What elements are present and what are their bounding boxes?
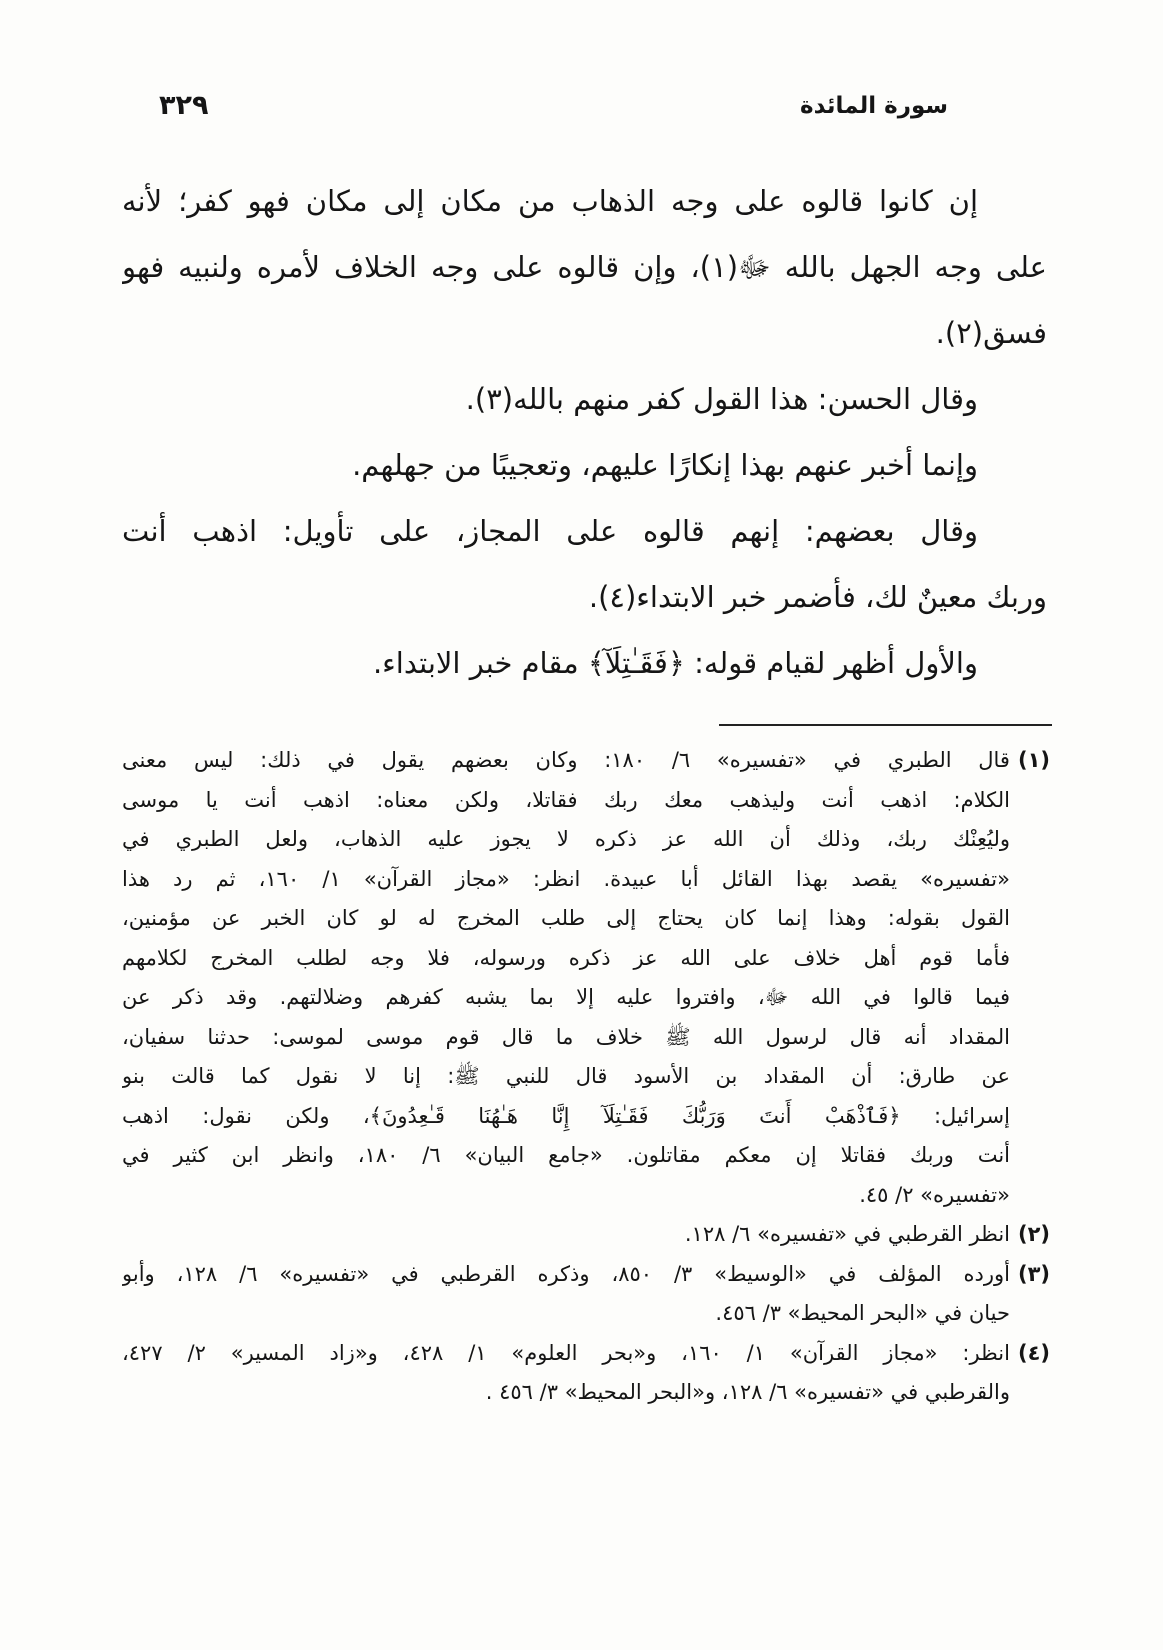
footnote-separator [719,724,1052,726]
footnote-line: فيما قالوا في الله ﷻ، وافتروا عليه إلا بما يشبه كفرهم وضلالتهم. وقد ذكر عن [122,985,1010,1009]
paragraph-line: وربك معينٌ لك، فأضمر خبر الابتداء(٤). [588,580,1047,614]
footnote-line: فأما قوم أهل خلاف على الله عز ذكره ورسوله، فلا وجه لطلب المخرج لكلامهم [122,945,1010,970]
paragraph-line: على وجه الجهل بالله ﷻ(١)، وإن قالوه على وجه الخلاف لأمره ولنبيه فهو [122,250,1047,284]
page-number: ٣٢٩ [159,90,209,121]
footnote-line: «تفسيره» يقصد بهذا القائل أبا عبيدة. انظر: «مجاز القرآن» ١/ ١٦٠، ثم رد هذا [122,866,1010,891]
footnote-number: (١) [1017,748,1050,772]
footnote-line: الكلام: اذهب أنت وليذهب معك ربك فقاتلا، ولكن معناه: اذهب أنت يا موسى [122,787,1010,812]
footnote-number: (٤) [1017,1340,1050,1365]
footnotes [122,741,1050,1413]
paragraph-line: والأول أظهر لقيام قوله: ﴿فَقَـٰتِلَآ﴾ مقام خبر الابتداء. [372,646,978,680]
paragraph-line: وقال الحسن: هذا القول كفر منهم بالله(٣). [465,382,978,416]
footnote-line: إسرائيل: ﴿فَٱذْهَبْ أَنتَ وَرَبُّكَ فَقَـٰتِلَآ إِنَّا هَـٰهُنَا قَـٰعِدُونَ﴾، ولكن نقول: اذهب [122,1103,1010,1128]
chapter-title: سورة المائدة [800,93,948,119]
paragraph-line: إن كانوا قالوه على وجه الذهاب من مكان إلى مكان فهو كفر؛ لأنه [122,184,978,218]
footnote-line: انظر: «مجاز القرآن» ١/ ١٦٠، و«بحر العلوم» ١/ ٤٢٨، و«زاد المسير» ٢/ ٤٢٧، [122,1340,1010,1365]
footnote-line: أورده المؤلف في «الوسيط» ٣/ ٨٥٠، وذكره القرطبي في «تفسيره» ٦/ ١٢٨، وأبو [122,1261,1010,1286]
footnote-2 [122,1215,1050,1255]
paragraph-line: وإنما أخبر عنهم بهذا إنكارًا عليهم، وتعجيبًا من جهلهم. [352,448,978,482]
footnote-4 [122,1334,1050,1413]
page-header [0,86,1163,126]
footnote-line: القول بقوله: وهذا إنما كان يحتاج إلى طلب المخرج له لو كان الخبر عن مؤمنين، [122,906,1010,930]
footnote-number: (٣) [1017,1261,1050,1286]
footnote-line: حيان في «البحر المحيط» ٣/ ٤٥٦. [715,1301,1010,1325]
footnote-line: المقداد أنه قال لرسول الله ﷺ خلاف ما قال قوم موسى لموسى: حدثنا سفيان، [122,1024,1010,1049]
footnote-1 [122,741,1050,1215]
footnote-line: عن طارق: أن المقداد بن الأسود قال للنبي ﷺ: إنا لا نقول كما قالت بنو [122,1064,1010,1088]
footnote-number: (٢) [1017,1222,1050,1246]
main-text [122,168,1047,696]
footnote-line: انظر القرطبي في «تفسيره» ٦/ ١٢٨. [684,1222,1010,1246]
paragraph-line: وقال بعضهم: إنهم قالوه على المجاز، على تأويل: اذهب أنت [122,514,978,548]
footnote-line: أنت وربك فقاتلا إن معكم مقاتلون. «جامع البيان» ٦/ ١٨٠، وانظر ابن كثير في [122,1143,1010,1167]
paragraph-line: فسق(٢). [935,316,1047,350]
footnote-line: «تفسيره» ٢/ ٤٥. [859,1182,1010,1207]
footnote-3 [122,1255,1050,1334]
footnote-line: قال الطبري في «تفسيره» ٦/ ١٨٠: وكان بعضهم يقول في ذلك: ليس معنى [122,748,1010,772]
footnote-line: وليُعِنْك ربك، وذلك أن الله عز ذكره لا يجوز عليه الذهاب، ولعل الطبري في [122,827,1010,851]
footnote-line: والقرطبي في «تفسيره» ٦/ ١٢٨، و«البحر المحيط» ٣/ ٤٥٦ . [485,1380,1010,1404]
